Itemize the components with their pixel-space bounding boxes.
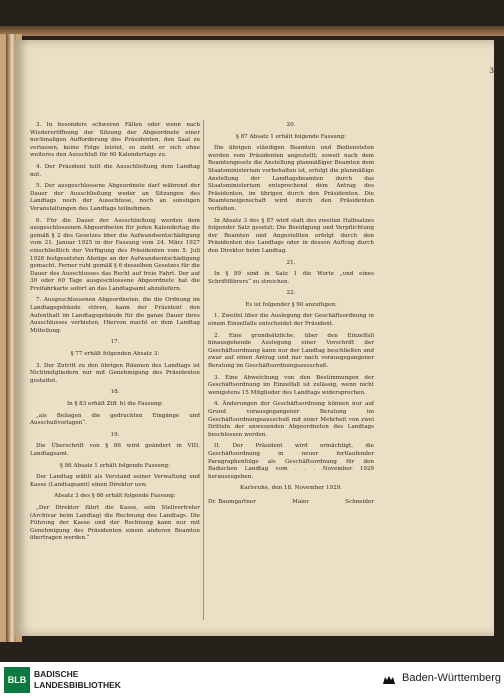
page-number: 3 [489,66,494,75]
institution-line-1: BADISCHE [34,669,79,679]
signature-3: Schneider [345,498,374,505]
left-para-8: 3. Der Zutritt zu den übrigen Räumen des Landtags ist Nichtmitgliedern nur mit Genehmigung des Präsidenten gestattet. [30,362,200,384]
right-para-13: II. Der Präsident wird ermächtigt, die Geschäftsordnung in neuer fortlaufender Paragraphenfolge als Geschäftsordnung für den Badischen Landtag vom . . . November 1929 herauszugeben. [208,443,374,480]
section-heading-18: 18. [110,389,120,396]
left-column [30,122,200,547]
blb-logo[interactable]: BLB [4,667,30,693]
section-heading-17: 17. [110,339,120,346]
left-para-3: 5. Der ausgeschlossene Abgeordnete darf während der Dauer der Ausschließung weder an Sitzungen des Landtags noch der Ausschüsse, noch an sonstigen Veranstaltungen des Landtags teilnehmen. [30,183,200,212]
left-para-15: Der Landtag wählt als Vorstand seiner Verwaltung und Kasse (Landtagsamt) einen Direktor usw. [30,474,200,488]
signature-row [208,499,374,507]
section-heading-21: 21. [286,259,296,266]
left-para-13: Die Überschrift von § 86 wird geändert in VIII. Landtagsamt. [30,443,200,457]
signature-1: Dr. Baumgartner [208,498,256,505]
left-para-5: 7. Ausgeschlossenen Abgeordneten, die die Ordnung im Landtagsgebäude stören, kann der Präsident den Aufenthalt im Landtagsgebäude für die ganze Dauer ihres Ausschlusses verbieten. Hiervon macht er dem Landtag Mitteilung. [30,297,200,334]
right-column [208,122,374,507]
left-para-1: 3. In besonders schweren Fällen oder wenn nach Wiedereröffnung der Sitzung der Abgeordnete einer nochmaligen Aufforderung des Präsidenten, den Saal zu verlassen, keine Folge leistet, so zieht er sich ohne weiteres den Ausschluß für 60 Kalendertage zu. [30,122,200,159]
section-heading-20: 20. [286,122,296,128]
institution-name[interactable] [34,669,121,691]
left-para-7: § 77 erhält folgenden Absatz 3: [70,351,160,358]
partner-name[interactable]: Baden-Württemberg [402,672,502,684]
left-para-16: Absatz 3 des § 86 erhält folgende Fassung: [54,493,176,500]
right-para-8: Es ist folgender § 90 anzufügen: [245,301,337,308]
baden-wuerttemberg-lions-icon [382,674,396,686]
institution-line-2: LANDESBIBLIOTHEK [34,680,121,690]
right-para-9: 1. Zweifel über die Auslegung der Geschäftsordnung in einem Einzelfalle entscheidet der Präsident. [208,313,374,328]
signature-2: Maier [292,498,309,505]
right-para-6: In § 89 sind in Satz 1 die Worte „und eines Schriftführers“ zu streichen. [208,271,374,285]
left-para-17: „Der Direktor führt die Kasse, sein Stellvertreter (Archivar beim Landtag) die Rechnung des Landtags. Die Führung der Kasse und der Rechnung kann nur mit Genehmigung des Präsidenten einem anderen Beamten übertragen werden.“ [30,504,200,542]
left-para-10: In § 83 erhält Ziff. b) die Fassung: [66,401,164,407]
right-para-11: 3. Eine Abweichung von den Bestimmungen der Geschäftsordnung im Einzelfall ist zulässig, wenn nicht wenigstens 15 Mitglieder des Landtags widersprechen. [208,374,374,396]
left-para-14: § 86 Absatz 1 erhält folgende Fassung: [60,462,170,469]
right-para-4: In Absatz 3 des § 87 wird statt des zweiten Halbsatzes folgender Satz gesetzt: Die Beeidigung und Verpflichtung der Beamten und Angestellten erfolgt durch den Präsidenten des Landtags oder in dessen Auftrag durch den Direktor beim Landtag. [208,217,374,254]
left-para-2: 4. Der Präsident teilt die Ausschließung dem Landtag mit. [30,163,200,178]
left-para-11: „als Beilagen die gedruckten Eingänge und Ausschußvorlagen“. [30,412,200,427]
book-cover-edge [0,26,504,36]
place-date: Karlsruhe, den 18. November 1929. [240,485,342,492]
column-divider [203,120,204,620]
section-heading-19: 19. [110,431,120,438]
left-para-4: 6. Für die Dauer der Ausschließung werden dem ausgeschlossenen Abgeordneten für jeden Kalendertag die gemäß § 2 des Gesetzes über die Aufwandsentschädigung vom 21. Januar 1925 in der Fassung vom 24. März 1927 einschließlich der Verfügung des Präsidenten vom 5. Juli 1928 festgesetzten Abzüge an der Aufwandsentschädigung gemacht. Ferner ruht gemäß § 6 desselben Gesetzes für die Dauer des Ausschlusses das Recht auf freie Fahrt. Der auf 30 oder 60 Tage ausgeschlossene Abgeordnete hat die Freifahrkarte sofort an das Landtagsamt abzuliefern. [30,217,200,292]
right-para-10: 2. Eine grundsätzliche, über den Einzelfall hinausgehende Auslegung einer Vorschrift der Geschäftsordnung kann nur der Landtag beschließen und zwar auf einen Antrag und nur nach vorausgegangener Beratung im Geschäftsordnungsausschuß. [208,332,374,370]
right-para-3: Die übrigen ständigen Beamten und Bediensteten werden vom Präsidenten angestellt; soweit nach dem Beamtengesetz die Anstellung planmäßiger Beamten dem Staatsministerium vorbehalten ist, erfolgt die planmäßige Anstellung der Landtagsbeamten durch das Staatsministerium entsprechend dem Antrag des Präsidenten, im übrigen durch den Präsidenten. Die Beamteneigenschaft wird durch den Präsidenten verliehen. [208,145,374,212]
right-para-2: § 87 Absatz 1 erhält folgende Fassung: [236,133,346,140]
footer-bar [0,662,504,698]
section-heading-22: 22. [286,290,296,297]
right-para-12: 4. Änderungen der Geschäftsordnung können nur auf Grund vorausgegangener Beratung im Geschäftsordnungsausschuß mit einer Mehrheit von zwei Dritteln der anwesenden Abgeordneten des Landtags beschlossen werden. [208,401,374,438]
